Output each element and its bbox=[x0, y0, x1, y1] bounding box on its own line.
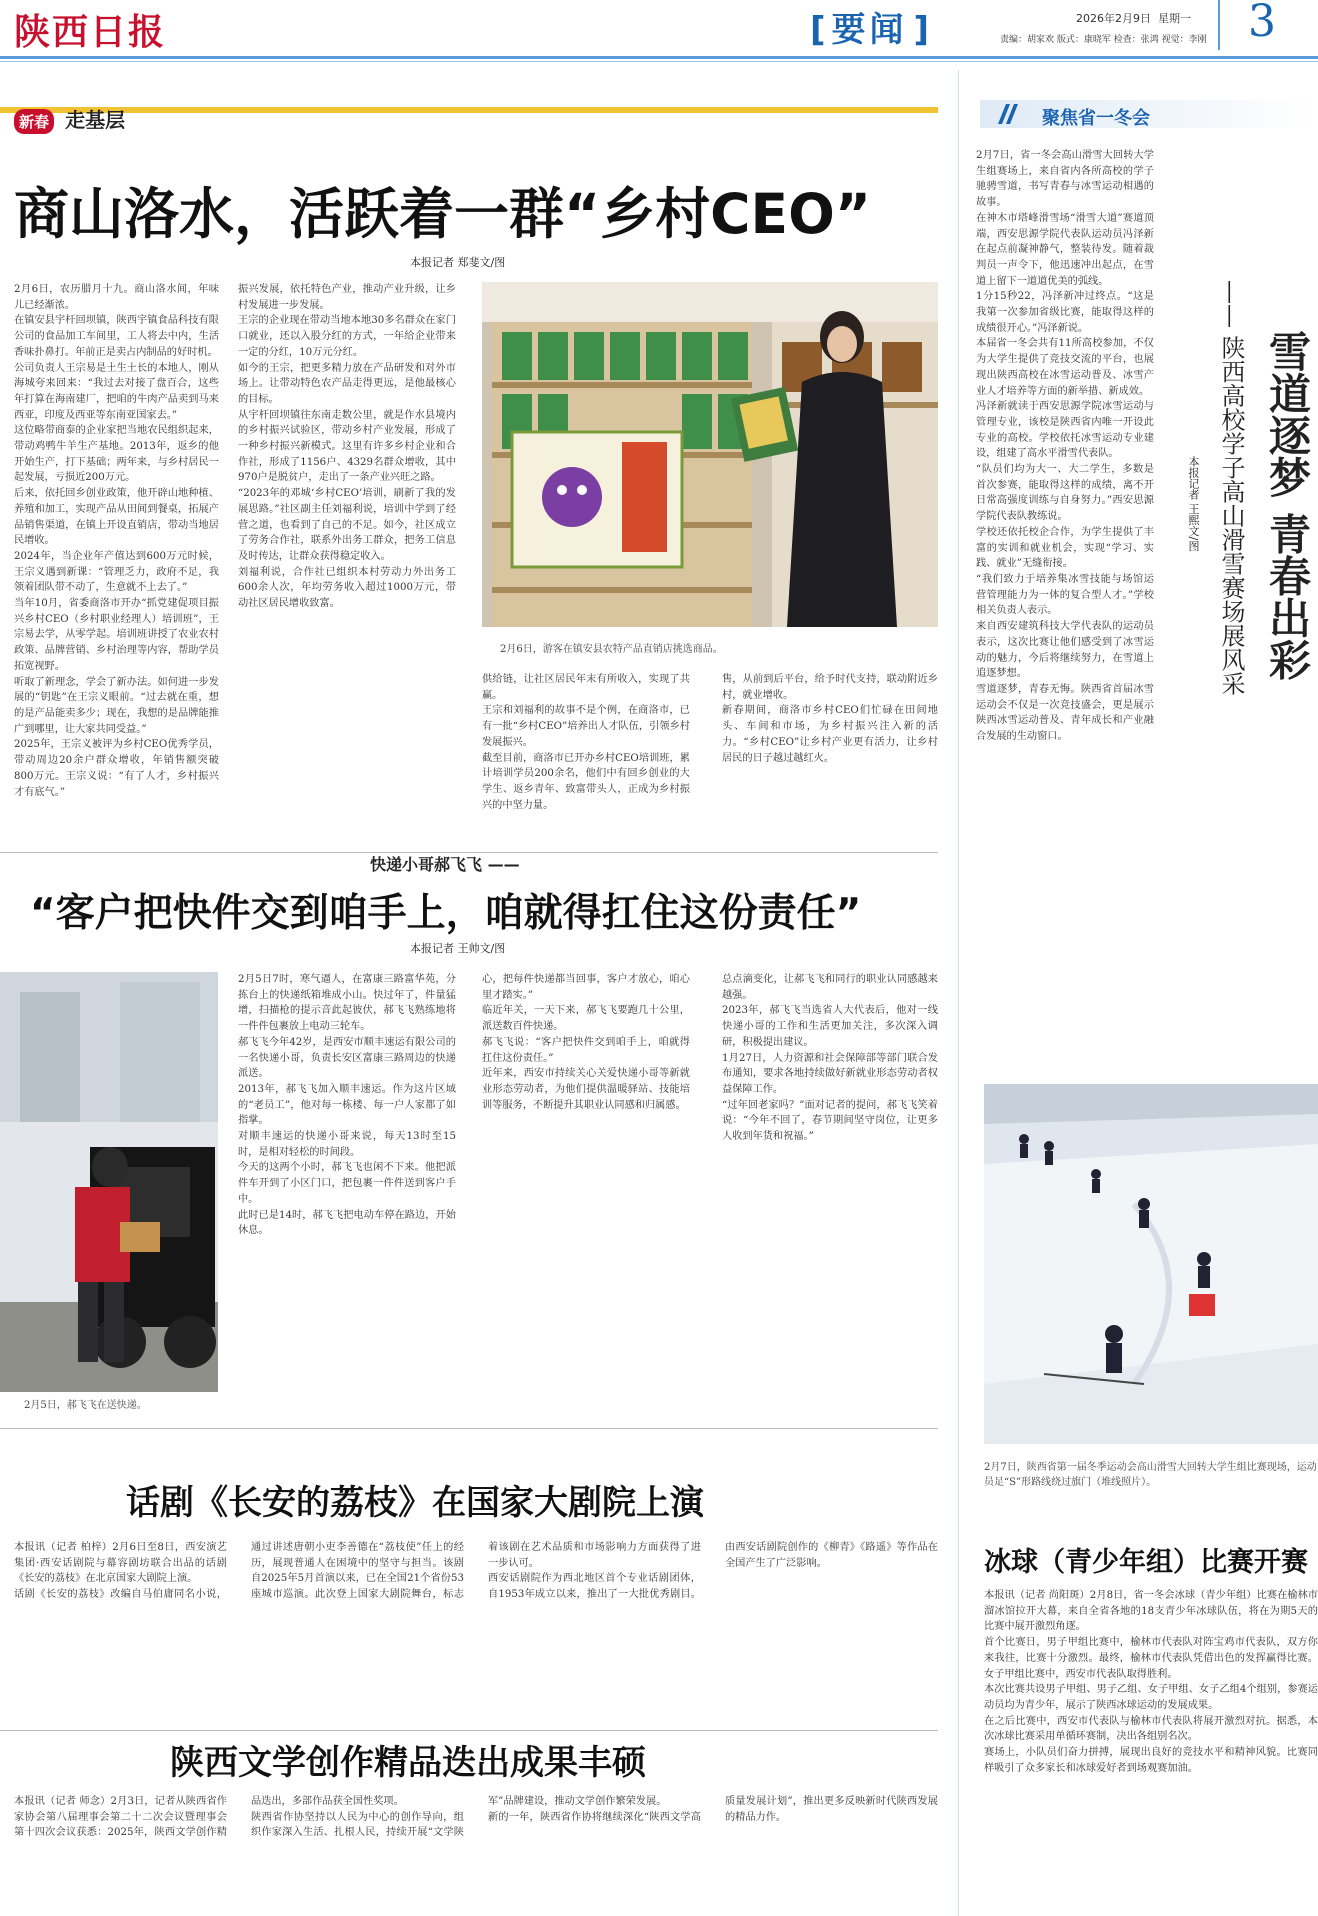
story1-photo-caption: 2月6日，游客在镇安县农特产品直销店挑选商品。 bbox=[500, 644, 723, 655]
issue-date: 2026年2月9日 星期一 bbox=[1076, 12, 1191, 25]
story1-col4: 售，从前到后平台，给予时代支持，联动附近乡村，就业增收。 新春期间，商洛市乡村CEO们忙碌在田间地头、车间和市场，为乡村振兴注入新的活力。“乡村CEO”让乡村产业更有活力，让乡村居民的日子越过越红火。 bbox=[722, 674, 938, 764]
sidebar-photo-caption: 2月7日，陕西省第一届冬季运动会高山滑雪大回转大学生组比赛现场，运动员足“S”形路线绕过旗门（堆线照片）。 bbox=[984, 1462, 1317, 1488]
sidebar-vertical-title: 雪道逐梦 青春出彩 bbox=[1263, 330, 1312, 681]
story2-byline: 本报记者 王帅文/图 bbox=[410, 942, 506, 955]
story1-col3: 供给链，让社区居民年末有所收入，实现了共赢。 王宗和刘福利的故事不是个例，在商洛市，已有一批“乡村CEO”培养出人才队伍，引领乡村发展振兴。 截至目前，商洛市已开办乡村CEO培训班，累计培训学员200余名，他们中有回乡创业的大学生、返乡青年、致富带头人，正成为乡村振兴的中坚力量。 bbox=[482, 674, 690, 811]
masthead bbox=[0, 0, 1318, 60]
section-name: 要闻 bbox=[831, 10, 908, 50]
header-rule-thin bbox=[0, 61, 1318, 62]
sidebar-text: 2月7日，省一冬会高山滑雪大回转大学生组赛场上，来自省内各所高校的学子驰骋雪道，书写青春与冰雪运动相遇的故事。 在神木市塔峰滑雪场“滑雪大道”赛道顶端，西安思源学院代表队运动员冯泽新在起点前凝神静气，整装待发。随着裁判员一声令下，他迅速冲出起点，在雪道上留下一道道优美的弧线。 1分15秒22，冯泽新冲过终点。“这是我第一次参加省级比赛，能取得这样的成绩很开心。”冯泽新说。 本届省一冬会共有11所高校参加，不仅为大学生提供了竞技交流的平台，也展现出陕西高校在冰雪运动普及、冰雪产业人才培养等方面的新举措、新成效。 冯泽新就读于西安思源学院冰雪运动与管理专业，该校是陕西省内唯一开设此专业的高校。学校依托冰雪运动专业建设，组建了高水平滑雪代表队。 “队员们均为大一、大二学生，多数是首次参赛，能取得这样的成绩，离不开日常高强度训练与自身努力。”西安思源学院代表队教练说。 学校还依托校企合作，为学生提供了丰富的实训和就业机会，实现“学习、实践、就业”无缝衔接。 “我们致力于培养集冰雪技能与场馆运营管理能力为一体的复合型人才。”学校相关负责人表示。 来自西安建筑科技大学代表队的运动员表示，这次比赛让他们感受到了冰雪运动的魅力，今后将继续努力，在雪道上追逐梦想。 雪道逐梦，青春无悔。陕西省首届冰雪运动会不仅是一次竞技盛会，更是展示陕西冰雪运动普及、青年成长和产业融合发展的生动窗口。 bbox=[976, 150, 1154, 743]
section-stripes-icon bbox=[992, 104, 1022, 124]
story3-headline: 话剧《长安的荔枝》在国家大剧院上演 bbox=[126, 1483, 704, 1523]
story1-byline: 本报记者 郑斐文/图 bbox=[410, 256, 506, 269]
kicker bbox=[14, 104, 125, 134]
story2-headline: “客户把快件交到咱手上，咱就得扛住这份责任” bbox=[30, 891, 862, 936]
section-title: [ 要闻 ] bbox=[810, 10, 930, 50]
editor-credits: 责编：胡家欢 版式：康晓军 检查：张鸿 视觉：李刚 bbox=[1000, 35, 1207, 45]
story1-col2: 振兴发展，依托特色产业，推动产业升级，让乡村发展进一步发展。 王宗的企业现在带动当地本地30多名群众在家门口就业，还以入股分红的方式，一年给企业带来一定的分红，10万元分红。 如今的王宗，把更多精力放在产品研发和对外市场上。让带动特色农产品走得更远，是他最核心的目标。 从宇杆回坝镇往东南走数公里，就是作水县境内的乡村振兴试验区，带动乡村产业发展，形成了一种乡村振兴新模式。这里有许多乡村企业和合作社，形成了1156户、4329名群众增收，其中970户是脱贫户，走出了一条产业兴旺之路。 “2023年的邓城‘乡村CEO’培训，刷新了我的发展思路。”社区副主任刘福利说，培训中学到了经营之道，也看到了自己的不足。如今，社区成立了劳务合作社，联系外出务工群众，把务工信息及时传达，让群众获得稳定收入。 刘福利说，合作社已组织本村劳动力外出务工600余人次，年均劳务收入超过1000万元，带动社区居民增收致富。 bbox=[238, 284, 456, 610]
story2-col3: 总点滴变化，让郝飞飞和同行的职业认同感越来越强。 2023年，郝飞飞当选省人大代表后，他对一线快递小哥的工作和生活更加关注，多次深入调研，积极提出建议。 1月27日，人力资源和社会保障部等部门联合发布通知，要求各地持续做好新就业形态劳动者权益保障工作。 “过年回老家吗？”面对记者的提问，郝飞飞笑着说：“今年不回了，春节期间坚守岗位，让更多人收到年货和祝福。” bbox=[722, 974, 938, 1143]
sidebar-story-headline: 冰球（青少年组）比赛开赛 bbox=[984, 1547, 1308, 1578]
divider bbox=[0, 1428, 938, 1429]
story4-text: 本报讯（记者 师念）2月3日，记者从陕西省作家协会第八届理事会第二十二次会议暨理事会第十四次会议获悉：2025年，陕西文学创作精品迭出，多部作品获全国性奖项。 陕西省作协坚持以人民为中心的创作导向，组织作家深入生活、扎根人民，持续开展“文学陕军”品牌建设，推动文学创作繁荣发展。 新的一年，陕西省作协将继续深化“陕西文学高质量发展计划”，推出更多反映新时代陕西发展的精品力作。 bbox=[14, 1796, 938, 1839]
column-divider bbox=[958, 70, 959, 1916]
header-rule bbox=[0, 56, 1318, 59]
story2-photo bbox=[0, 972, 218, 1392]
story2-col1: 2月5日7时，寒气逼人，在富康三路富华苑，分拣台上的快递纸箱堆成小山。快过年了，件量猛增，扫描枪的提示音此起彼伏，郝飞飞熟练地将一件件包裹放上电动三轮车。 郝飞飞今年42岁，是西安市顺丰速运有限公司的一名快递小哥，负责长安区富康三路周边的快递派送。 2013年，郝飞飞加入顺丰速运。作为这片区域的“老员工”，他对每一栋楼、每一户人家都了如指掌。 对顺丰速运的快递小哥来说，每天13时至15时，是相对轻松的时间段。 今天的这两个小时，郝飞飞也闲不下来。他把派件车开到了小区门口，把包裹一件件送到客户手中。 此时已是14时，郝飞飞把电动车停在路边，开始休息。 bbox=[238, 974, 456, 1237]
kicker-label: 走基层 bbox=[65, 108, 126, 132]
story2-kicker: 快递小哥郝飞飞 —— bbox=[370, 855, 520, 874]
sidebar-photo bbox=[984, 1084, 1318, 1444]
divider bbox=[1218, 0, 1220, 50]
story2-col2: 心，把每件快递都当回事，客户才放心，咱心里才踏实。” 临近年关，一天下来，郝飞飞要跑几十公里，派送数百件快递。 郝飞飞说：“客户把快件交到咱手上，咱就得扛住这份责任。” 近年来，西安市持续关心关爱快递小哥等新就业形态劳动者，为他们提供温暖驿站、技能培训等服务，不断提升其职业认同感和归属感。 bbox=[482, 974, 690, 1111]
story1-col1: 2月6日，农历腊月十九。商山洛水间，年味儿已经渐浓。 在镇安县宇杆回坝镇，陕西宇镇食品科技有限公司的食品加工车间里，工人将去中内，生活香味扑鼻打。年前正是卖占内制品的好时机。 公司负责人王宗易是土生土长的本地人，刚从海城夸来回来：“我过去对接了盘百合，这些年打算在海南建厂，把咱的牛肉产品卖到马来西亚，印度及西亚等东南亚国家去。” 这位略带商泰的企业家把当地农民组织起来，带动鸡鸭牛羊生产基地。2013年，返乡的他开始生产，打下基础；两年来，与乡村居民一起发展，亏损近200万元。 后来，依托回乡创业政策，他开辟山地种植、养殖和加工，实现产品从田间到餐桌，拓展产品销售渠道，在镇上开设直销店，带动当地居民增收。 2024年，当企业年产值达到600万元时候，王宗义遇到新课：“管理乏力，政府不足，我领着团队带不动了，生意就不上去了。” 当年10月，省委商洛市开办“抓党建促项目振兴乡村CEO（乡村职业经理人）培训班”，王宗易去学，从零学起。培训班讲授了农业农村政策、品牌营销、乡村治理等内容，帮助学员拓宽视野。 听取了新理念，学会了新办法。如何进一步发展的“钥匙”在王宗义眼前。“过去就在重，想的是产品能卖多少；现在，我想的是品牌能推广到哪里，让大家共同受益。” 2025年，王宗义被评为乡村CEO优秀学员，带动周边20余户群众增收，年销售额突破800万元。王宗义说：“有了人才，乡村振兴才有底气。” bbox=[14, 284, 219, 798]
divider bbox=[0, 1730, 938, 1731]
story1-photo bbox=[482, 282, 938, 627]
kicker-bar bbox=[0, 107, 938, 113]
sidebar-section-label: 聚焦省一冬会 bbox=[1042, 108, 1150, 129]
story3-text: 本报讯（记者 柏梓）2月6日至8日，西安演艺集团·西安话剧院与幕容剧坊联合出品的话剧《长安的荔枝》在北京国家大剧院上演。 话剧《长安的荔枝》改编自马伯庸同名小说，通过讲述唐朝小吏李善德在“荔枝使”任上的经历，展现普通人在困境中的坚守与担当。该剧自2025年5月首演以来，已在全国21个省份53座城市巡演。此次登上国家大剧院舞台，标志着该剧在艺术品质和市场影响力方面获得了进一步认可。 西安话剧院作为西北地区首个专业话剧团体，自1953年成立以来，推出了一大批优秀剧目。由西安话剧院创作的《柳青》《路遥》等作品在全国产生了广泛影响。 bbox=[14, 1542, 938, 1601]
sidebar-byline: 本报记者 王熙文/图 bbox=[1187, 456, 1200, 552]
sidebar-vertical-subtitle: —— 陕西高校学子高山滑雪赛场展风采 bbox=[1217, 280, 1245, 696]
page-number: 3 bbox=[1248, 0, 1276, 47]
story1-headline: 商山洛水，活跃着一群“乡村CEO” bbox=[14, 182, 871, 246]
story2-photo-caption: 2月5日，郝飞飞在送快递。 bbox=[24, 1400, 147, 1411]
sidebar-story-text: 本报讯（记者 尚阳斑）2月8日，省一冬会冰球（青少年组）比赛在榆林市溜冰馆拉开大幕，来自全省各地的18支青少年冰球队伍，将在为期5天的比赛中展开激烈角逐。 首个比赛日，男子甲组比赛中，榆林市代表队对阵宝鸡市代表队，双方你来我往，比赛十分激烈。最终，榆林市代表队凭借出色的发挥赢得比赛。女子甲组比赛中，西安市代表队取得胜利。 本次比赛共设男子甲组、男子乙组、女子甲组、女子乙组4个组别，参赛运动员均为青少年，展示了陕西冰球运动的发展成果。 在之后比赛中，西安市代表队与榆林市代表队将展开激烈对抗。据悉，本次冰球比赛采用单循环赛制，决出各组别名次。 赛场上，小队员们奋力拼搏，展现出良好的竞技水平和精神风貌。比赛同样吸引了众多家长和冰球爱好者到场观赛加油。 bbox=[984, 1590, 1318, 1774]
story4-headline: 陕西文学创作精品迭出成果丰硕 bbox=[170, 1743, 646, 1783]
newspaper-logo: 陕西日报 bbox=[14, 11, 167, 53]
new-year-badge: 新春 bbox=[14, 109, 54, 134]
